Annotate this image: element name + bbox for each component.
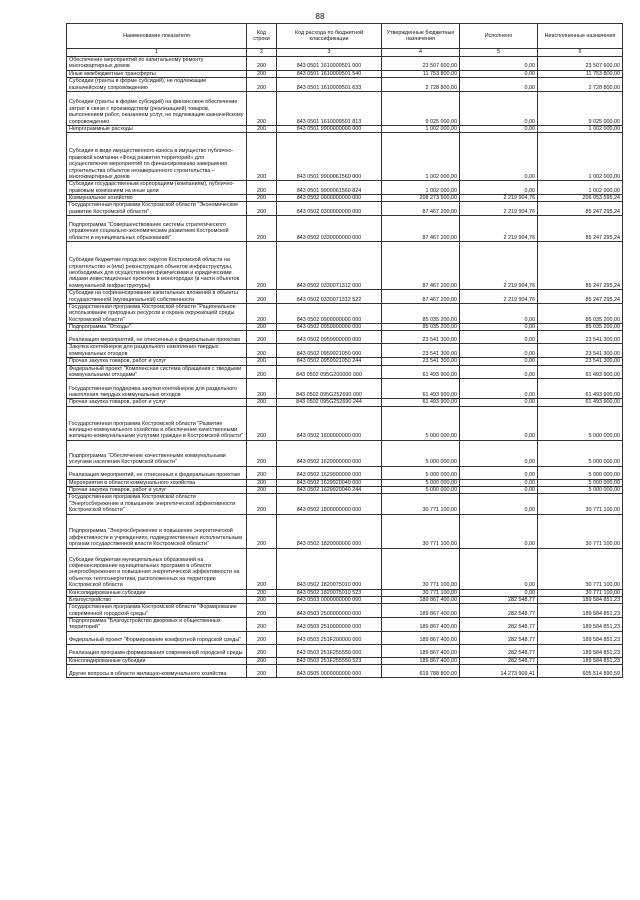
- approved-amount: 85 035 200,00: [382, 303, 460, 323]
- indicator-name: Закупка контейнеров для раздельного накопления твердых коммунальных отходов: [67, 344, 247, 358]
- unexecuted-amount: 9 025 000,00: [538, 91, 623, 125]
- executed-amount: 0,00: [460, 406, 538, 440]
- line-code: 200: [247, 133, 277, 181]
- executed-amount: 0,00: [460, 344, 538, 358]
- approved-amount: 61 493 900,00: [382, 365, 460, 379]
- indicator-name: Благоустройство: [67, 596, 247, 603]
- unexecuted-amount: 1 002 000,00: [538, 181, 623, 195]
- header-approved: Утвержденные бюджетные назначения: [382, 24, 460, 49]
- executed-amount: 2 219 904,76: [460, 216, 538, 242]
- unexecuted-amount: 189 584 851,23: [538, 604, 623, 618]
- approved-amount: 189 867 400,00: [382, 644, 460, 657]
- executed-amount: 2 219 904,76: [460, 242, 538, 290]
- table-row: [67, 631, 623, 644]
- budget-classification-code: 843 0505 0000000000 000: [277, 665, 382, 678]
- line-code: 200: [247, 331, 277, 344]
- approved-amount: 189 867 400,00: [382, 596, 460, 603]
- page-number: 88: [315, 12, 325, 21]
- line-code: 200: [247, 216, 277, 242]
- header-row: [67, 24, 623, 49]
- line-code: 200: [247, 494, 277, 514]
- budget-classification-code: 843 0503 251F200000 000: [277, 631, 382, 644]
- column-number: 4: [382, 49, 460, 57]
- table-row: [67, 665, 623, 678]
- unexecuted-amount: 23 541 300,00: [538, 358, 623, 365]
- line-code: 200: [247, 665, 277, 678]
- indicator-name: Государственная программа Костромской области "Формирование современной городской среды": [67, 604, 247, 618]
- indicator-name: Государственная программа Костромской области "Энергосбережение и повышение энергетической эффективности Костромской области": [67, 494, 247, 514]
- column-number: 1: [67, 49, 247, 57]
- line-code: 200: [247, 406, 277, 440]
- unexecuted-amount: 189 584 851,23: [538, 631, 623, 644]
- indicator-name: Реализация мероприятий, не отнесенных к федеральным проектам: [67, 466, 247, 479]
- indicator-name: Субсидии на софинансирование капитальных вложений в объекты государственной (муниципальной) собственности: [67, 290, 247, 304]
- approved-amount: 87 467 200,00: [382, 290, 460, 304]
- unexecuted-amount: 61 493 900,00: [538, 379, 623, 399]
- table-row: [67, 440, 623, 466]
- column-number-row: [67, 49, 623, 57]
- unexecuted-amount: 85 035 200,00: [538, 303, 623, 323]
- approved-amount: 208 273 500,00: [382, 195, 460, 202]
- column-number: 6: [538, 49, 623, 57]
- executed-amount: 0,00: [460, 57, 538, 71]
- indicator-name: Федеральный проект "Комплексная система обращения с твердыми коммунальными отходами": [67, 365, 247, 379]
- header-executed: Исполнено: [460, 24, 538, 49]
- budget-classification-code: 843 0503 0000000000 000: [277, 596, 382, 603]
- approved-amount: 30 771 100,00: [382, 548, 460, 589]
- table-row: [67, 91, 623, 125]
- indicator-name: Подпрограмма "Отходы": [67, 324, 247, 331]
- budget-classification-code: 843 0502 095G252690 244: [277, 399, 382, 406]
- unexecuted-amount: 5 000 000,00: [538, 479, 623, 486]
- indicator-name: Субсидии бюджетам городских округов Костромской области на строительство и (или) реконструкцию объектов инфраструктуры, необходимых для осуществления физическими и юридическими лицами инвестиционных проектов в моногородах (в части объектов коммунальной инфраструктуры): [67, 242, 247, 290]
- indicator-name: Субсидии бюджетам муниципальных образований на софинансирование муниципальных программ в области энергосбережения и повышения энергетической эффективности на объектах теплоэнергетики, расположенных на территории Костромской области: [67, 548, 247, 589]
- indicator-name: Государственная программа Костромской области "Развитие жилищно-коммунального хозяйства и обеспечение качественными жилищно-коммунальными услугами граждан в Костромской области": [67, 406, 247, 440]
- unexecuted-amount: 5 000 000,00: [538, 406, 623, 440]
- unexecuted-amount: 30 771 100,00: [538, 514, 623, 548]
- table-row: [67, 242, 623, 290]
- table-row: [67, 596, 623, 603]
- unexecuted-amount: 5 000 000,00: [538, 440, 623, 466]
- table-row: [67, 494, 623, 514]
- table-row: [67, 379, 623, 399]
- table-row: [67, 618, 623, 632]
- table-row: [67, 514, 623, 548]
- approved-amount: 5 000 000,00: [382, 479, 460, 486]
- line-code: 200: [247, 618, 277, 632]
- budget-classification-code: 843 0502 1629920040 000: [277, 479, 382, 486]
- executed-amount: 0,00: [460, 78, 538, 92]
- budget-classification-code: 843 0501 1610009501 633: [277, 78, 382, 92]
- approved-amount: 9 025 000,00: [382, 91, 460, 125]
- indicator-name: Государственная программа Костромской области "Экономическое развитие Костромской области": [67, 202, 247, 216]
- unexecuted-amount: 30 771 100,00: [538, 548, 623, 589]
- approved-amount: 23 541 300,00: [382, 358, 460, 365]
- approved-amount: 2 728 800,00: [382, 78, 460, 92]
- unexecuted-amount: 23 541 300,00: [538, 344, 623, 358]
- executed-amount: 0,00: [460, 303, 538, 323]
- budget-classification-code: 843 0502 0330071312 522: [277, 290, 382, 304]
- budget-classification-code: 843 0501 9900000000 000: [277, 125, 382, 132]
- table-row: [67, 589, 623, 596]
- approved-amount: 30 771 100,00: [382, 514, 460, 548]
- executed-amount: 282 548,77: [460, 604, 538, 618]
- executed-amount: 0,00: [460, 440, 538, 466]
- indicator-name: Субсидия в виде имущественного взноса в имущество публично-правовой компании «Фонд развития территорий» для осуществления мероприятий по финансированию завершения строительства объектов незавершенного строительства – многоквартирных домов: [67, 133, 247, 181]
- indicator-name: Непрограммные расходы: [67, 125, 247, 132]
- executed-amount: 0,00: [460, 399, 538, 406]
- budget-classification-code: 843 0502 1800000000 000: [277, 494, 382, 514]
- executed-amount: 0,00: [460, 494, 538, 514]
- unexecuted-amount: 61 493 900,00: [538, 365, 623, 379]
- table-row: [67, 358, 623, 365]
- executed-amount: 0,00: [460, 548, 538, 589]
- table-row: [67, 644, 623, 657]
- budget-classification-code: 843 0502 1820000000 000: [277, 514, 382, 548]
- approved-amount: 5 000 000,00: [382, 466, 460, 479]
- table-row: [67, 324, 623, 331]
- indicator-name: Реализация мероприятий, не отнесенных к федеральным проектам: [67, 331, 247, 344]
- budget-classification-code: 843 0501 9900061560 824: [277, 181, 382, 195]
- indicator-name: Коммунальное хозяйство: [67, 195, 247, 202]
- unexecuted-amount: 605 514 890,59: [538, 665, 623, 678]
- executed-amount: 282 548,77: [460, 631, 538, 644]
- table-row: [67, 657, 623, 664]
- table-row: [67, 331, 623, 344]
- indicator-name: Государственная поддержка закупки контейнеров для раздельного накопления твердых коммунальных отходов: [67, 379, 247, 399]
- indicator-name: Иные межбюджетные трансферты: [67, 70, 247, 77]
- approved-amount: 87 467 200,00: [382, 202, 460, 216]
- budget-classification-code: 843 0502 1629900000 000: [277, 466, 382, 479]
- unexecuted-amount: 85 247 295,24: [538, 216, 623, 242]
- line-code: 200: [247, 479, 277, 486]
- line-code: 200: [247, 195, 277, 202]
- indicator-name: Государственная программа Костромской области "Рациональное использование природных ресурсов и охрана окружающей среды Костромской области": [67, 303, 247, 323]
- line-code: 200: [247, 290, 277, 304]
- indicator-name: Подпрограмма "Совершенствование системы стратегического управления социально-экономическим развитием Костромской области и муниципальных образований": [67, 216, 247, 242]
- header-budget-code: Код расхода по бюджетной классификации: [277, 24, 382, 49]
- unexecuted-amount: 1 002 000,00: [538, 133, 623, 181]
- indicator-name: Прочая закупка товаров, работ и услуг: [67, 487, 247, 494]
- budget-execution-table: [66, 23, 623, 678]
- approved-amount: 23 541 300,00: [382, 344, 460, 358]
- table-row: [67, 57, 623, 71]
- unexecuted-amount: 85 247 295,24: [538, 242, 623, 290]
- table-row: [67, 216, 623, 242]
- budget-classification-code: 843 0502 0330071312 000: [277, 242, 382, 290]
- unexecuted-amount: 85 035 200,00: [538, 324, 623, 331]
- budget-classification-code: 843 0502 0900000000 000: [277, 303, 382, 323]
- approved-amount: 619 788 800,00: [382, 665, 460, 678]
- approved-amount: 5 000 000,00: [382, 487, 460, 494]
- line-code: 200: [247, 324, 277, 331]
- column-number: 5: [460, 49, 538, 57]
- approved-amount: 5 000 000,00: [382, 406, 460, 440]
- line-code: 200: [247, 466, 277, 479]
- approved-amount: 23 541 300,00: [382, 331, 460, 344]
- table-row: [67, 195, 623, 202]
- table-row: [67, 466, 623, 479]
- indicator-name: Другие вопросы в области жилищно-коммунального хозяйства: [67, 665, 247, 678]
- unexecuted-amount: 30 771 100,00: [538, 494, 623, 514]
- line-code: 200: [247, 644, 277, 657]
- unexecuted-amount: 61 493 900,00: [538, 399, 623, 406]
- unexecuted-amount: 189 584 851,23: [538, 644, 623, 657]
- indicator-name: Мероприятия в области коммунального хозяйства: [67, 479, 247, 486]
- line-code: 200: [247, 604, 277, 618]
- line-code: 200: [247, 303, 277, 323]
- executed-amount: 0,00: [460, 358, 538, 365]
- column-number: 2: [247, 49, 277, 57]
- table-row: [67, 365, 623, 379]
- executed-amount: 0,00: [460, 466, 538, 479]
- budget-classification-code: 843 0502 1620000000 000: [277, 440, 382, 466]
- approved-amount: 1 002 000,00: [382, 125, 460, 132]
- executed-amount: 0,00: [460, 331, 538, 344]
- approved-amount: 5 000 000,00: [382, 440, 460, 466]
- budget-classification-code: 843 0502 1820075010 000: [277, 548, 382, 589]
- approved-amount: 87 467 200,00: [382, 242, 460, 290]
- indicator-name: Консолидированные субсидии: [67, 657, 247, 664]
- table-row: [67, 70, 623, 77]
- budget-classification-code: 843 0501 1610009501 000: [277, 57, 382, 71]
- line-code: 200: [247, 181, 277, 195]
- budget-classification-code: 843 0501 1610009501 540: [277, 70, 382, 77]
- budget-classification-code: 843 0502 0959921050 000: [277, 344, 382, 358]
- approved-amount: 87 467 200,00: [382, 216, 460, 242]
- unexecuted-amount: 5 000 000,00: [538, 466, 623, 479]
- budget-classification-code: 843 0501 1610009501 813: [277, 91, 382, 125]
- approved-amount: 189 867 400,00: [382, 657, 460, 664]
- unexecuted-amount: 23 507 600,00: [538, 57, 623, 71]
- line-code: 200: [247, 514, 277, 548]
- budget-classification-code: 843 0502 1600000000 000: [277, 406, 382, 440]
- unexecuted-amount: 189 584 851,23: [538, 596, 623, 603]
- table-row: [67, 479, 623, 486]
- budget-classification-code: 843 0502 0000000000 000: [277, 195, 382, 202]
- approved-amount: 11 753 800,00: [382, 70, 460, 77]
- budget-classification-code: 843 0502 0300000000 000: [277, 202, 382, 216]
- executed-amount: 0,00: [460, 91, 538, 125]
- indicator-name: Прочая закупка товаров, работ и услуг: [67, 358, 247, 365]
- budget-classification-code: 843 0502 095G252690 000: [277, 379, 382, 399]
- unexecuted-amount: 2 728 800,00: [538, 78, 623, 92]
- line-code: 200: [247, 440, 277, 466]
- indicator-name: Федеральный проект "Формирование комфортной городской среды": [67, 631, 247, 644]
- executed-amount: 282 548,77: [460, 596, 538, 603]
- table-row: [67, 548, 623, 589]
- line-code: 200: [247, 548, 277, 589]
- executed-amount: 0,00: [460, 133, 538, 181]
- unexecuted-amount: 189 584 851,23: [538, 618, 623, 632]
- budget-classification-code: 843 0503 251F255550 523: [277, 657, 382, 664]
- indicator-name: Консолидированные субсидии: [67, 589, 247, 596]
- line-code: 200: [247, 631, 277, 644]
- executed-amount: 0,00: [460, 125, 538, 132]
- unexecuted-amount: 11 753 800,00: [538, 70, 623, 77]
- budget-classification-code: 843 0502 0959900000 000: [277, 331, 382, 344]
- unexecuted-amount: 189 584 851,23: [538, 657, 623, 664]
- budget-classification-code: 843 0503 2500000000 000: [277, 604, 382, 618]
- indicator-name: Подпрограмма "Благоустройство дворовых и общественных территорий": [67, 618, 247, 632]
- indicator-name: Реализация программ формирования современной городской среды: [67, 644, 247, 657]
- executed-amount: 2 219 904,76: [460, 195, 538, 202]
- table-row: [67, 290, 623, 304]
- table-row: [67, 202, 623, 216]
- unexecuted-amount: 30 771 100,00: [538, 589, 623, 596]
- budget-classification-code: 843 0502 1629920040 244: [277, 487, 382, 494]
- line-code: 200: [247, 57, 277, 71]
- line-code: 200: [247, 487, 277, 494]
- line-code: 200: [247, 344, 277, 358]
- approved-amount: 1 002 000,00: [382, 133, 460, 181]
- budget-classification-code: 843 0502 0950000000 000: [277, 324, 382, 331]
- table-row: [67, 125, 623, 132]
- indicator-name: Прочая закупка товаров, работ и услуг: [67, 399, 247, 406]
- line-code: 200: [247, 365, 277, 379]
- indicator-name: Подпрограмма "Энергосбережение и повышение энергетической эффективности в учреждениях, подведомственных исполнительным органам государственной власти Костромской области": [67, 514, 247, 548]
- line-code: 200: [247, 399, 277, 406]
- column-number: 3: [277, 49, 382, 57]
- unexecuted-amount: 23 541 300,00: [538, 331, 623, 344]
- line-code: 200: [247, 657, 277, 664]
- approved-amount: 30 771 100,00: [382, 589, 460, 596]
- indicator-name: Подпрограмма "Обеспечение качественными коммунальными услугами населения Костромской области": [67, 440, 247, 466]
- executed-amount: 0,00: [460, 324, 538, 331]
- executed-amount: 0,00: [460, 181, 538, 195]
- header-line-code: Код строки: [247, 24, 277, 49]
- indicator-name: Обеспечение мероприятий по капитальному ремонту многоквартирных домов: [67, 57, 247, 71]
- executed-amount: 0,00: [460, 70, 538, 77]
- executed-amount: 282 548,77: [460, 644, 538, 657]
- header-name: Наименование показателя: [67, 24, 247, 49]
- approved-amount: 30 771 100,00: [382, 494, 460, 514]
- line-code: 200: [247, 242, 277, 290]
- approved-amount: 189 867 400,00: [382, 631, 460, 644]
- executed-amount: 0,00: [460, 379, 538, 399]
- executed-amount: 0,00: [460, 487, 538, 494]
- budget-classification-code: 843 0502 0330000000 000: [277, 216, 382, 242]
- line-code: 200: [247, 91, 277, 125]
- line-code: 200: [247, 379, 277, 399]
- line-code: 200: [247, 596, 277, 603]
- header-unexecuted: Неисполненные назначения: [538, 24, 623, 49]
- executed-amount: 2 219 904,76: [460, 202, 538, 216]
- approved-amount: 189 867 400,00: [382, 604, 460, 618]
- executed-amount: 0,00: [460, 479, 538, 486]
- executed-amount: 0,00: [460, 365, 538, 379]
- budget-classification-code: 843 0503 2510000000 000: [277, 618, 382, 632]
- unexecuted-amount: 5 000 000,00: [538, 487, 623, 494]
- table-row: [67, 487, 623, 494]
- indicator-name: Субсидии (гранты в форме субсидий), не подлежащие казначейскому сопровождению: [67, 78, 247, 92]
- table-row: [67, 303, 623, 323]
- table-row: [67, 604, 623, 618]
- budget-classification-code: 843 0502 095G200000 000: [277, 365, 382, 379]
- indicator-name: Субсидии государственным корпорациям (компаниям), публично-правовым компаниям на иные цели: [67, 181, 247, 195]
- unexecuted-amount: 1 002 000,00: [538, 125, 623, 132]
- executed-amount: 0,00: [460, 589, 538, 596]
- unexecuted-amount: 85 247 295,24: [538, 290, 623, 304]
- table-row: [67, 78, 623, 92]
- budget-classification-code: 843 0501 9900061560 000: [277, 133, 382, 181]
- executed-amount: 282 548,77: [460, 618, 538, 632]
- indicator-name: Субсидии (гранты в форме субсидий) на финансовое обеспечение затрат в связи с производством (реализацией) товаров, выполнением работ, оказанием услуг, не подлежащие казначейскому сопровождению: [67, 91, 247, 125]
- approved-amount: 61 493 900,00: [382, 399, 460, 406]
- budget-classification-code: 843 0503 251F255550 000: [277, 644, 382, 657]
- table-row: [67, 406, 623, 440]
- executed-amount: 2 219 904,76: [460, 290, 538, 304]
- line-code: 200: [247, 202, 277, 216]
- unexecuted-amount: 206 053 595,24: [538, 195, 623, 202]
- approved-amount: 23 507 600,00: [382, 57, 460, 71]
- approved-amount: 61 493 900,00: [382, 379, 460, 399]
- line-code: 200: [247, 78, 277, 92]
- table-row: [67, 133, 623, 181]
- table-row: [67, 399, 623, 406]
- approved-amount: 1 002 000,00: [382, 181, 460, 195]
- executed-amount: 0,00: [460, 514, 538, 548]
- budget-classification-code: 843 0502 1820075010 523: [277, 589, 382, 596]
- unexecuted-amount: 85 247 295,24: [538, 202, 623, 216]
- table-row: [67, 344, 623, 358]
- approved-amount: 85 035 200,00: [382, 324, 460, 331]
- line-code: 200: [247, 125, 277, 132]
- table-row: [67, 181, 623, 195]
- approved-amount: 189 867 400,00: [382, 618, 460, 632]
- executed-amount: 282 548,77: [460, 657, 538, 664]
- line-code: 200: [247, 358, 277, 365]
- budget-classification-code: 843 0502 0959921050 244: [277, 358, 382, 365]
- executed-amount: 14 273 909,41: [460, 665, 538, 678]
- line-code: 200: [247, 70, 277, 77]
- line-code: 200: [247, 589, 277, 596]
